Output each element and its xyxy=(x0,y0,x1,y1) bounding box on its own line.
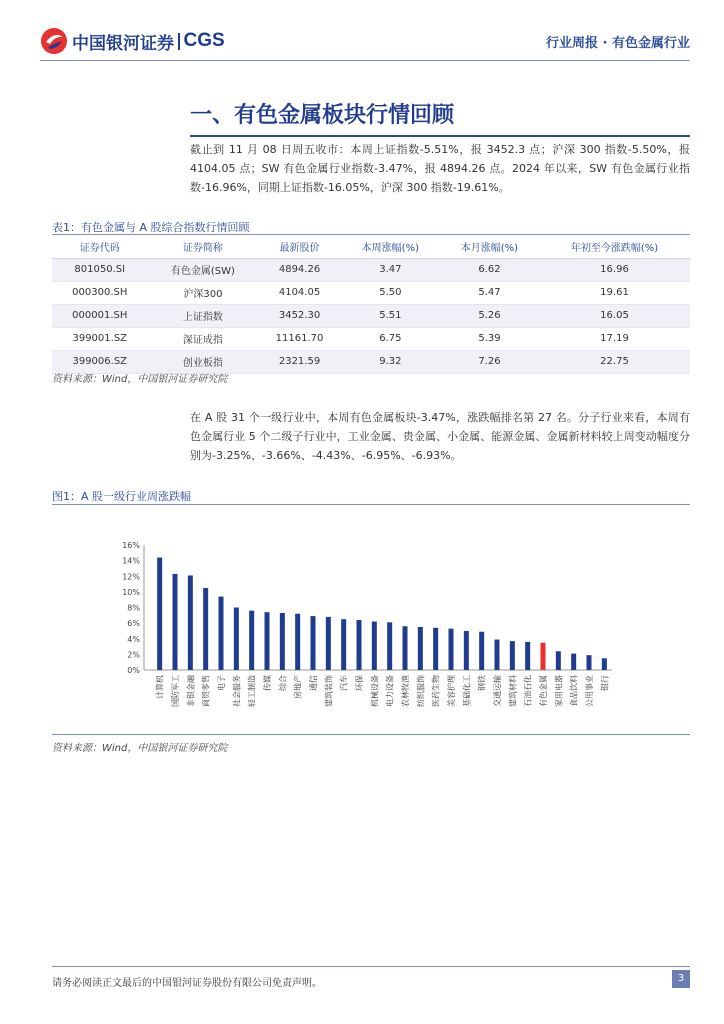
figure-bottom-divider xyxy=(52,734,690,735)
table-header: 最新股价 xyxy=(258,236,341,258)
table-cell: 19.61 xyxy=(539,281,690,304)
x-tick-label: 汽车 xyxy=(339,675,349,691)
x-tick-label: 公用事业 xyxy=(585,675,594,707)
x-tick-label: 建筑材料 xyxy=(508,675,518,707)
bar xyxy=(203,588,208,670)
bar xyxy=(219,597,224,670)
y-tick-label: 8% xyxy=(127,603,140,613)
company-name-cn: 中国银河证券 xyxy=(72,33,174,54)
bar xyxy=(341,619,346,670)
x-tick-label: 纺织服饰 xyxy=(416,675,426,707)
table-cell: 000300.SH xyxy=(52,281,148,304)
table-cell: 3452.30 xyxy=(258,304,341,327)
table-cell: 6.62 xyxy=(440,258,539,281)
x-tick-label: 环保 xyxy=(355,675,364,691)
x-tick-label: 美容护理 xyxy=(447,675,456,707)
x-tick-label: 石油石化 xyxy=(523,675,533,707)
table-row xyxy=(52,304,690,327)
table-cell: 5.39 xyxy=(440,327,539,350)
x-tick-label: 建筑装饰 xyxy=(324,675,334,707)
bar xyxy=(541,643,546,670)
bar xyxy=(311,616,316,670)
table-cell: 5.47 xyxy=(440,281,539,304)
footer-disclaimer: 请务必阅读正文最后的中国银河证券股份有限公司免责声明。 xyxy=(52,978,322,989)
table-cell: 5.51 xyxy=(341,304,440,327)
bar xyxy=(464,631,469,670)
industry-weekly-change-chart xyxy=(52,510,690,730)
header-divider xyxy=(40,60,690,61)
bar xyxy=(326,617,331,670)
table-cell: 16.05 xyxy=(539,304,690,327)
x-tick-label: 交通运输 xyxy=(493,675,502,707)
page-number: 3 xyxy=(672,970,690,988)
bar xyxy=(265,612,270,670)
table-cell: 22.75 xyxy=(539,350,690,373)
table-cell: 000001.SH xyxy=(52,304,148,327)
table-cell: 4104.05 xyxy=(258,281,341,304)
table-cell: 399001.SZ xyxy=(52,327,148,350)
bar xyxy=(157,558,162,671)
table-cell: 7.26 xyxy=(440,350,539,373)
x-tick-label: 食品饮料 xyxy=(569,675,579,707)
y-tick-label: 14% xyxy=(122,556,140,566)
table-cell: 2321.59 xyxy=(258,350,341,373)
y-tick-label: 16% xyxy=(122,541,140,550)
table-cell: 沪深300 xyxy=(148,281,259,304)
table-header: 本周涨幅(%) xyxy=(341,236,440,258)
bar xyxy=(295,614,300,670)
table-cell: 有色金属(SW) xyxy=(148,258,259,281)
x-tick-label: 房地产 xyxy=(293,675,303,699)
x-tick-label: 机械设备 xyxy=(370,675,380,707)
table-caption: 表1：有色金属与 A 股综合指数行情回顾 xyxy=(52,221,250,234)
section-divider xyxy=(190,135,690,137)
table-row xyxy=(52,281,690,304)
x-tick-label: 通信 xyxy=(309,675,318,691)
logo-divider xyxy=(178,33,180,50)
table-cell: 5.26 xyxy=(440,304,539,327)
figure-source: 资料来源：Wind，中国银河证券研究院 xyxy=(52,743,228,754)
table-header: 证券代码 xyxy=(52,236,148,258)
table-header-row xyxy=(52,236,690,258)
bar xyxy=(571,654,576,670)
table-cell: 16.96 xyxy=(539,258,690,281)
x-tick-label: 商贸零售 xyxy=(201,675,211,707)
bar xyxy=(372,622,377,670)
table-cell: 11161.70 xyxy=(258,327,341,350)
bar xyxy=(433,628,438,670)
bar xyxy=(479,632,484,670)
table-cell: 5.50 xyxy=(341,281,440,304)
x-tick-label: 医药生物 xyxy=(431,675,441,707)
x-tick-label: 非银金融 xyxy=(186,675,196,707)
x-tick-label: 轻工制造 xyxy=(247,675,257,707)
bar xyxy=(357,620,362,670)
bar xyxy=(556,651,561,670)
table-cell: 17.19 xyxy=(539,327,690,350)
market-review-paragraph: 截止到 11 月 08 日周五收市：本周上证指数-5.51%，报 3452.3 点；沪深 300 指数-5.50%，报 4104.05 点；SW 有色金属行业指数-3.47%，报 4894.26 点。2024 年以来，SW 有色金属行业指数-16.96%，同期上证指数-16.05%，沪深 300 指数-19.61%。 xyxy=(190,143,690,194)
bar xyxy=(234,608,239,671)
bar xyxy=(173,574,178,670)
table-header: 年初至今涨跌幅(%) xyxy=(539,236,690,258)
bar xyxy=(403,626,408,670)
x-tick-label: 家用电器 xyxy=(554,675,564,707)
x-tick-label: 综合 xyxy=(278,675,288,691)
bar xyxy=(188,575,193,670)
x-tick-label: 电子 xyxy=(217,675,226,691)
x-tick-label: 社会服务 xyxy=(232,675,242,707)
table-row xyxy=(52,258,690,281)
y-tick-label: 0% xyxy=(127,666,140,675)
figure-caption: 图1：A 股一级行业周涨跌幅 xyxy=(52,490,192,503)
y-tick-label: 2% xyxy=(127,650,140,660)
table-cell: 上证指数 xyxy=(148,304,259,327)
table-cell: 3.47 xyxy=(341,258,440,281)
bar xyxy=(249,611,254,670)
x-tick-label: 农林牧渔 xyxy=(401,675,410,707)
table-cell: 9.32 xyxy=(341,350,440,373)
table-cell: 4894.26 xyxy=(258,258,341,281)
table-source: 资料来源：Wind，中国银河证券研究院 xyxy=(52,374,228,385)
table-caption-divider xyxy=(52,234,690,235)
table-cell: 创业板指 xyxy=(148,350,259,373)
bar xyxy=(418,627,423,670)
x-tick-label: 计算机 xyxy=(155,675,165,699)
cgs-logo-icon xyxy=(40,27,68,55)
industry-ranking-paragraph: 在 A 股 31 个一级行业中，本周有色金属板块-3.47%，涨跌幅排名第 27 名。分子行业来看，本周有色金属行业 5 个二级子行业中，工业金属、贵金属、小金属、能源金属、金属新材料较上周变动幅度分别为-3.25%、-3.66%、-4.43%、-6.95%、-6.93%。 xyxy=(190,411,690,462)
bar xyxy=(525,642,530,670)
table-header: 证券简称 xyxy=(148,236,259,258)
table-cell: 深证成指 xyxy=(148,327,259,350)
figure-caption-divider xyxy=(52,504,690,505)
bar-chart-svg xyxy=(52,510,690,730)
footer-divider xyxy=(52,966,690,967)
table-cell: 399006.SZ xyxy=(52,350,148,373)
x-tick-label: 钢铁 xyxy=(477,675,487,691)
table-row xyxy=(52,327,690,350)
bar xyxy=(387,622,392,670)
y-tick-label: 12% xyxy=(122,572,140,582)
bar xyxy=(587,655,592,670)
company-name-en: CGS xyxy=(183,30,225,51)
index-table xyxy=(52,236,690,374)
bar xyxy=(449,629,454,670)
table-cell: 6.75 xyxy=(341,327,440,350)
x-tick-label: 国防军工 xyxy=(171,675,180,707)
company-logo xyxy=(40,26,225,56)
table-cell: 801050.SI xyxy=(52,258,148,281)
report-type: 行业周报 · 有色金属行业 xyxy=(546,36,690,51)
table-header: 本月涨幅(%) xyxy=(440,236,539,258)
y-tick-label: 6% xyxy=(127,619,140,629)
y-tick-label: 10% xyxy=(122,587,140,597)
x-tick-label: 基础化工 xyxy=(462,675,472,707)
bar xyxy=(495,640,500,670)
x-tick-label: 有色金属 xyxy=(539,675,548,707)
bar xyxy=(602,658,607,670)
bar xyxy=(510,641,515,670)
x-tick-label: 银行 xyxy=(600,675,610,691)
x-tick-label: 电力设备 xyxy=(385,675,395,707)
y-tick-label: 4% xyxy=(127,634,140,644)
bar xyxy=(280,613,285,670)
x-tick-label: 传媒 xyxy=(263,675,272,691)
section-title: 一、有色金属板块行情回顾 xyxy=(190,102,455,128)
